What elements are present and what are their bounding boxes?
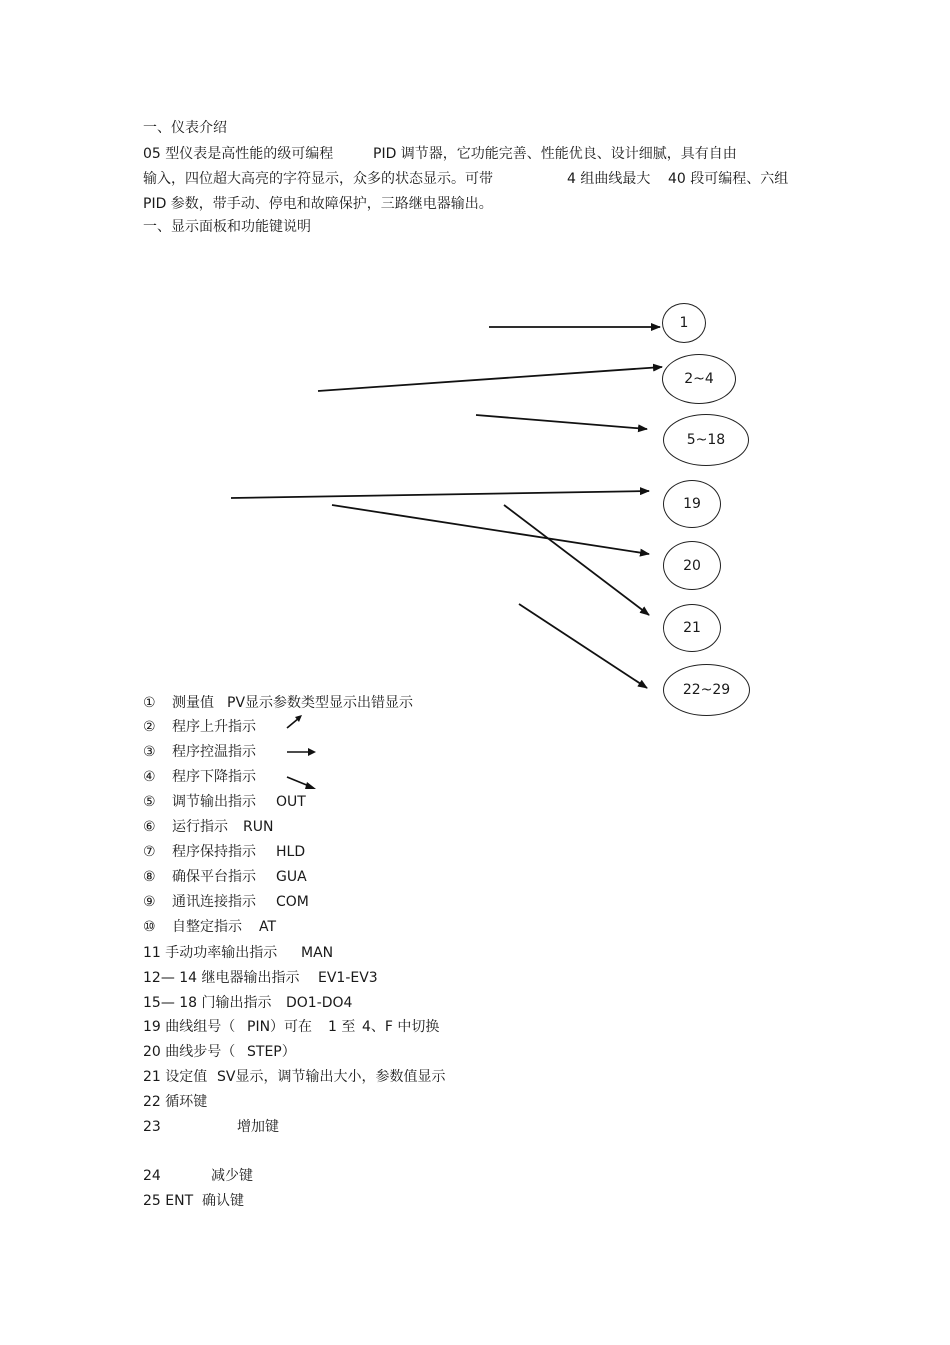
legend-number: ② — [143, 719, 156, 735]
callout-2-4 — [662, 354, 736, 404]
legend-text: 程序控温指示 — [172, 744, 256, 760]
arrow-up-right-icon — [284, 713, 306, 731]
callout-label: 21 — [683, 620, 701, 636]
list-item: 20 曲线步号（ — [143, 1044, 236, 1060]
legend-number: ⑤ — [143, 794, 156, 810]
list-item: 22 循环键 — [143, 1094, 208, 1110]
legend-text: 程序保持指示 — [172, 844, 256, 860]
section-heading-intro: 一、仪表介绍 — [143, 120, 227, 136]
callout-19 — [663, 480, 721, 528]
list-item-code: MAN — [301, 945, 334, 961]
legend-code: HLD — [276, 844, 306, 860]
callout-arrow — [476, 415, 647, 429]
legend-number: ⑩ — [143, 919, 156, 935]
list-item-text: 增加键 — [237, 1119, 279, 1135]
callout-arrow — [231, 491, 649, 498]
list-item-code: STEP） — [247, 1044, 296, 1060]
callout-20 — [663, 541, 721, 590]
legend-number: ③ — [143, 744, 156, 760]
callout-arrow — [504, 505, 649, 615]
legend-text: 程序上升指示 — [172, 719, 256, 735]
intro-text: PID 调节器，它功能完善、性能优良、设计细腻，具有自由 — [373, 146, 737, 162]
legend-text: 运行指示 — [172, 819, 228, 835]
list-item-code: EV1-EV3 — [318, 970, 378, 986]
legend-number: ⑨ — [143, 894, 156, 910]
legend-text: 调节输出指示 — [172, 794, 256, 810]
intro-text: 4 组曲线最大 — [567, 171, 651, 187]
list-item: 19 曲线组号（ — [143, 1019, 236, 1035]
callout-21 — [663, 604, 721, 652]
legend-number: ④ — [143, 769, 156, 785]
callout-label: 2~4 — [684, 371, 714, 387]
arrow-right-icon — [286, 745, 318, 759]
list-item-text: SV显示，调节输出大小，参数值显示 — [217, 1069, 446, 1085]
legend-number: ① — [143, 695, 156, 711]
intro-text: PID 参数，带手动、停电和故障保护，三路继电器输出。 — [143, 196, 493, 212]
callout-arrow — [519, 604, 647, 688]
legend-number: ⑦ — [143, 844, 156, 860]
intro-text: 输入，四位超大高亮的字符显示，众多的状态显示。可带 — [143, 171, 493, 187]
list-item-text: PIN）可在 — [247, 1019, 313, 1035]
list-item: 12— 14 继电器输出指示 — [143, 970, 300, 986]
legend-code: OUT — [276, 794, 306, 810]
list-item-code: DO1-DO4 — [286, 995, 353, 1011]
legend-text: 通讯连接指示 — [172, 894, 256, 910]
legend-text: 程序下降指示 — [172, 769, 256, 785]
callout-label: 1 — [679, 315, 689, 331]
legend-text: 确保平台指示 — [172, 869, 256, 885]
list-item-text: 减少键 — [211, 1168, 253, 1184]
legend-number: ⑧ — [143, 869, 156, 885]
list-item: 25 ENT — [143, 1193, 194, 1209]
list-item: 11 手动功率输出指示 — [143, 945, 278, 961]
legend-text: 测量值 — [172, 695, 214, 711]
callout-5-18 — [663, 414, 749, 466]
legend-number: ⑥ — [143, 819, 156, 835]
list-item-text: 4、F 中切换 — [362, 1019, 440, 1035]
list-item: 23 — [143, 1119, 161, 1135]
list-item-text: 1 至 — [328, 1019, 356, 1035]
list-item: 24 — [143, 1168, 161, 1184]
section-heading-panel: 一、显示面板和功能键说明 — [143, 219, 311, 235]
list-item-text: 确认键 — [202, 1193, 244, 1209]
legend-code: GUA — [276, 869, 307, 885]
callout-1 — [662, 303, 706, 343]
legend-code: RUN — [243, 819, 274, 835]
callout-label: 5~18 — [686, 432, 726, 448]
list-item: 15— 18 门输出指示 — [143, 995, 272, 1011]
callout-arrow — [332, 505, 649, 554]
callout-label: 19 — [683, 496, 701, 512]
intro-text: 40 段可编程、六组 — [668, 171, 789, 187]
legend-code: AT — [259, 919, 277, 935]
callout-label: 20 — [683, 557, 701, 574]
intro-text: 05 型仪表是高性能的级可编程 — [143, 146, 334, 162]
callout-arrow — [318, 367, 662, 391]
legend-code: PV显示参数类型显示出错显示 — [227, 695, 414, 711]
list-item: 21 设定值 — [143, 1069, 208, 1085]
arrow-down-right-icon — [285, 774, 319, 792]
callout-22-29 — [663, 664, 750, 716]
legend-code: COM — [276, 894, 309, 910]
legend-text: 自整定指示 — [172, 919, 242, 935]
callout-label: 22~29 — [682, 682, 731, 698]
